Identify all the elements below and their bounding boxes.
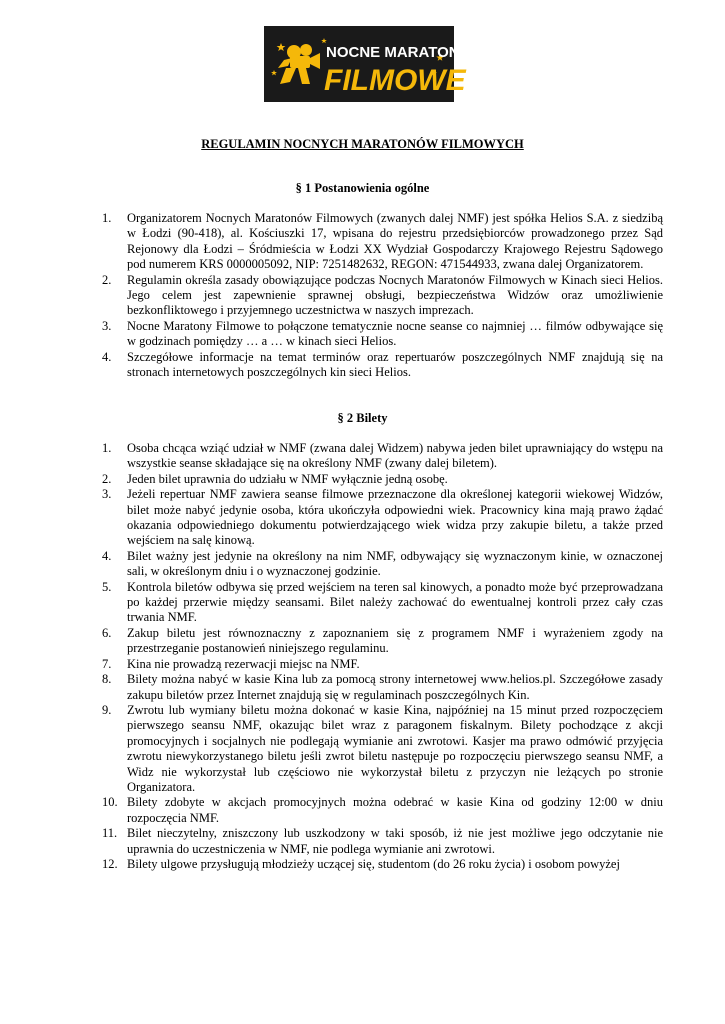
list-item	[0, 657, 725, 672]
item-number: 3.	[102, 318, 112, 333]
list-item	[0, 211, 725, 273]
document-title: REGULAMIN NOCNYCH MARATONÓW FILMOWYCH	[201, 137, 524, 151]
nmf-logo	[264, 26, 470, 102]
item-number: 2.	[102, 272, 112, 287]
item-number: 3.	[102, 487, 112, 502]
list-item	[0, 350, 725, 381]
item-number: 6.	[102, 625, 112, 640]
list-item	[0, 472, 725, 487]
item-number: 1.	[102, 441, 112, 455]
item-number: 8.	[102, 672, 112, 687]
list-item	[0, 795, 725, 826]
logo-line1: NOCNE MARATONY	[326, 44, 470, 61]
section-2-list	[0, 441, 725, 872]
item-text: Kina nie prowadzą rezerwacji miejsc na NMF.	[127, 656, 360, 671]
item-number: 4.	[102, 548, 112, 563]
section-1-heading: § 1 Postanowienia ogólne	[295, 181, 430, 195]
item-text: Zwrotu lub wymiany biletu można dokonać w kasie Kina, najpóźniej na 15 minut przed rozpoczęciem pierwszego seansu NMF, okazując bilet wraz z paragonem fiskalnym. Bilety pochodzące z akcji promocyjnych i socjalnych nie podlegają wymianie ani zwrotowi. Kasjer ma prawo odmówić przyjęcia zwrotu niewykorzystanego biletu jeśli zwrot biletu następuje po rozpoczęciu pierwszego seansu NMF, a Widz nie wykorzystał lub częściowo nie wykorzystał biletu z przyczyn nie leżących po stronie Organizatora.	[127, 702, 663, 794]
list-item	[0, 487, 725, 549]
list-item	[0, 273, 725, 319]
section-2-heading: § 2 Bilety	[337, 411, 388, 425]
list-item	[0, 703, 725, 795]
list-item	[0, 441, 725, 472]
item-number: 5.	[102, 579, 112, 594]
item-number: 9.	[102, 702, 112, 717]
item-number: 12.	[102, 856, 118, 871]
list-item	[0, 826, 725, 857]
item-number: 1.	[102, 211, 112, 225]
item-text: Szczegółowe informacje na temat terminów oraz repertuarów poszczególnych NMF znajdują się na stronach internetowych poszczególnych kin sieci Helios.	[127, 349, 663, 380]
item-text: Kontrola biletów odbywa się przed wejściem na teren sal kinowych, a ponadto może być przeprowadzana po każdej przerwie między seansami. Bilet należy zachować do ewentualnej kontroli przez cały czas trwania NMF.	[127, 579, 663, 625]
item-number: 11.	[102, 826, 118, 841]
item-text: Bilety ulgowe przysługują młodzieży uczącej się, studentom (do 26 roku życia) i osobom powyżej	[127, 856, 620, 871]
list-item	[0, 580, 725, 626]
item-text: Organizatorem Nocnych Maratonów Filmowych (zwanych dalej NMF) jest spółka Helios S.A. z siedzibą w Łodzi (90-418), al. Kościuszki 17, wpisana do rejestru przedsiębiorców prowadzonego przez Sąd Rejonowy dla Łodzi – Śródmieścia w Łodzi XX Wydział Gospodarczy Krajowego Rejestru Sądowego pod numerem KRS 0000005092, NIP: 7251482632, REGON: 471544933, zwana dalej Organizatorem.	[127, 211, 663, 272]
section-1-list	[0, 211, 725, 380]
item-text: Regulamin określa zasady obowiązujące podczas Nocnych Maratonów Filmowych w Kinach sieci Helios. Jego celem jest zapewnienie sprawnej obsługi, bezpieczeństwa Widzów oraz umożliwienie bezkonfliktowego i przyjemnego uczestnictwa w naszych imprezach.	[127, 272, 663, 318]
item-text: Bilet nieczytelny, zniszczony lub uszkodzony w taki sposób, iż nie jest możliwe jego odczytanie nie uprawnia do uczestniczenia w NMF, nie podlega wymianie ani zwrotowi.	[127, 826, 663, 856]
logo-line2: FILMOWE	[324, 64, 466, 97]
list-item	[0, 549, 725, 580]
item-text: Bilety można nabyć w kasie Kina lub za pomocą strony internetowej www.helios.pl. Szczegółowe zasady zakupu biletów przez Internet znajdują się w regulaminach poszczególnych Kin.	[127, 672, 663, 702]
item-text: Osoba chcąca wziąć udział w NMF (zwana dalej Widzem) nabywa jeden bilet uprawniający do wstępu na wszystkie seanse składające się na określony NMF (zwany dalej biletem).	[127, 441, 663, 471]
item-text: Bilet ważny jest jedynie na określony na nim NMF, odbywający się wyznaczonym kinie, w oznaczonej sali, w określonym dniu i o wyznaczonej godzinie.	[127, 548, 663, 579]
item-number: 4.	[102, 349, 112, 364]
list-item	[0, 857, 725, 872]
item-text: Jeżeli repertuar NMF zawiera seanse filmowe przeznaczone dla określonej kategorii wiekowej Widzów, bilet może nabyć jedynie osoba, która ukończyła odpowiedni wiek. Pracownicy kina mają prawo żądać okazania odpowiedniego dokumentu potwierdzającego wiek widza przy zakupie biletu, a także przed wejściem na salę kinową.	[127, 487, 663, 548]
item-number: 7.	[102, 656, 112, 671]
nmf-logo-graphic	[264, 26, 470, 102]
item-number: 10.	[102, 795, 118, 810]
list-item	[0, 672, 725, 703]
item-text: Bilety zdobyte w akcjach promocyjnych można odebrać w kasie Kina od godziny 12:00 w dniu rozpoczęcia NMF.	[127, 795, 663, 825]
list-item	[0, 626, 725, 657]
item-text: Jeden bilet uprawnia do udziału w NMF wyłącznie jedną osobę.	[127, 471, 448, 486]
runner-icon	[278, 44, 320, 84]
list-item	[0, 319, 725, 350]
item-number: 2.	[102, 471, 112, 486]
item-text: Nocne Maratony Filmowe to połączone tematycznie nocne seanse co najmniej … filmów odbywające się w godzinach pomiędzy … a … w kinach sieci Helios.	[127, 318, 663, 349]
item-text: Zakup biletu jest równoznaczny z zapoznaniem się z programem NMF i wyrażeniem zgody na przestrzeganie postanowień niniejszego regulaminu.	[127, 625, 663, 656]
